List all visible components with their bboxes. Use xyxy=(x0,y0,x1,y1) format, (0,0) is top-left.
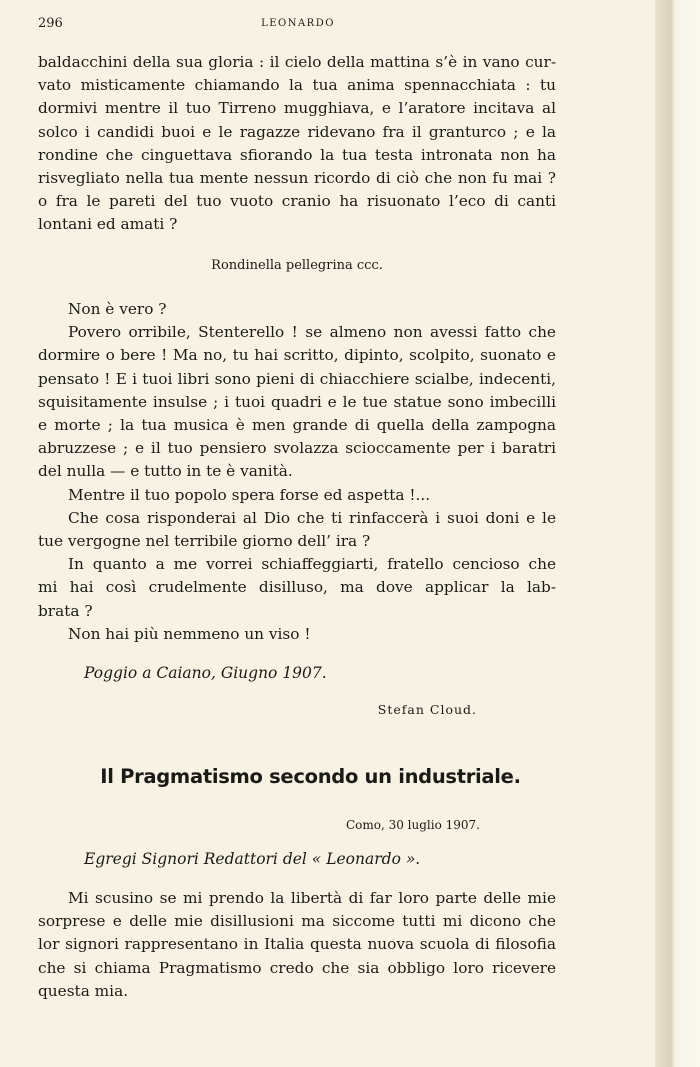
article-paragraph xyxy=(38,623,556,646)
intro-line: dormivi mentre il tuo Tirreno mugghiava, e l’aratore incitava al xyxy=(38,99,556,118)
letter-line: lor signori rappresentano in Italia questa nuova scuola di filosofia xyxy=(38,935,556,954)
intro-line: baldacchini della sua gloria : il cielo della mattina s’è in vano cur- xyxy=(38,53,556,71)
place-date: Poggio a Caiano, Giugno 1907. xyxy=(84,664,327,682)
article-line: brata ? xyxy=(38,601,93,620)
article-line: Non hai più nemmeno un viso ! xyxy=(68,624,311,643)
article-body xyxy=(38,298,556,646)
page-number: 296 xyxy=(38,16,63,31)
page-edge xyxy=(655,0,700,1067)
intro-line: o fra le pareti del tuo vuoto cranio ha risuonato l’eco di canti xyxy=(38,192,556,211)
letter-line: Mi scusino se mi prendo la libertà di far loro parte delle mie xyxy=(68,889,556,907)
article-line: Povero orribile, Stenterello ! se almeno non avessi fatto che xyxy=(68,323,556,342)
article-line: e morte ; la tua musica è men grande di quella della zampogna xyxy=(38,416,556,435)
letter-line: questa mia. xyxy=(38,981,129,1000)
intro-line: risvegliato nella tua mente nessun ricordo di ciò che non fu mai ? xyxy=(38,169,556,188)
article-line: mi hai così crudelmente disilluso, ma dove applicar la lab- xyxy=(38,578,556,597)
letter-date: Como, 30 luglio 1907. xyxy=(345,818,480,832)
article-line: abruzzese ; e il tuo pensiero svolazza scioccamente per i baratri xyxy=(38,439,556,458)
journal-title: LEONARDO xyxy=(261,18,335,29)
article-line: dormire o bere ! Ma no, tu hai scritto, dipinto, scolpito, suonato e xyxy=(38,346,556,365)
intro-line: rondine che cinguettava sfiorando la tua testa intronata non ha xyxy=(38,145,556,164)
author-signature: Stefan Cloud. xyxy=(377,702,477,717)
letter-body xyxy=(38,887,556,1003)
article-line: del nulla — e tutto in te è vanità. xyxy=(38,462,293,481)
intro-paragraph xyxy=(38,51,556,237)
article-line: pensato ! E i tuoi libri sono pieni di chiacchiere scialbe, indecenti, xyxy=(38,369,556,388)
article-paragraph xyxy=(38,298,556,321)
quoted-line: Rondinella pellegrina ccc. xyxy=(211,258,383,273)
article-paragraph xyxy=(38,484,556,507)
letter-line: sorprese e delle mie disillusioni ma siccome tutti mi dicono che xyxy=(38,912,556,931)
intro-line: solco i candidi buoi e le ragazze ridevano fra il granturco ; e la xyxy=(38,122,556,141)
article-line: squisitamente insulse ; i tuoi quadri e le tue statue sono imbecilli xyxy=(38,392,556,411)
letter-salutation: Egregi Signori Redattori del « Leonardo ». xyxy=(84,850,421,868)
letter-line: che si chiama Pragmatismo credo che sia obbligo loro ricevere xyxy=(38,958,556,977)
article-paragraph xyxy=(38,553,556,623)
article-line: In quanto a me vorrei schiaffeggiarti, fratello cencioso che xyxy=(68,555,556,574)
article-line: Non è vero ? xyxy=(68,300,167,318)
intro-line: vato misticamente chiamando la tua anima spennacchiata : tu xyxy=(38,76,556,95)
intro-line: lontani ed amati ? xyxy=(38,215,178,234)
article-paragraph xyxy=(38,321,556,483)
article-line: Che cosa risponderai al Dio che ti rinfaccerà i suoi doni e le xyxy=(68,508,556,527)
running-head xyxy=(38,16,558,36)
article-line: Mentre il tuo popolo spera forse ed aspetta !... xyxy=(68,485,431,504)
article-paragraph xyxy=(38,507,556,553)
article-title: Il Pragmatismo secondo un industriale. xyxy=(100,765,521,788)
article-line: tue vergogne nel terribile giorno dell’ ira ? xyxy=(38,532,371,551)
